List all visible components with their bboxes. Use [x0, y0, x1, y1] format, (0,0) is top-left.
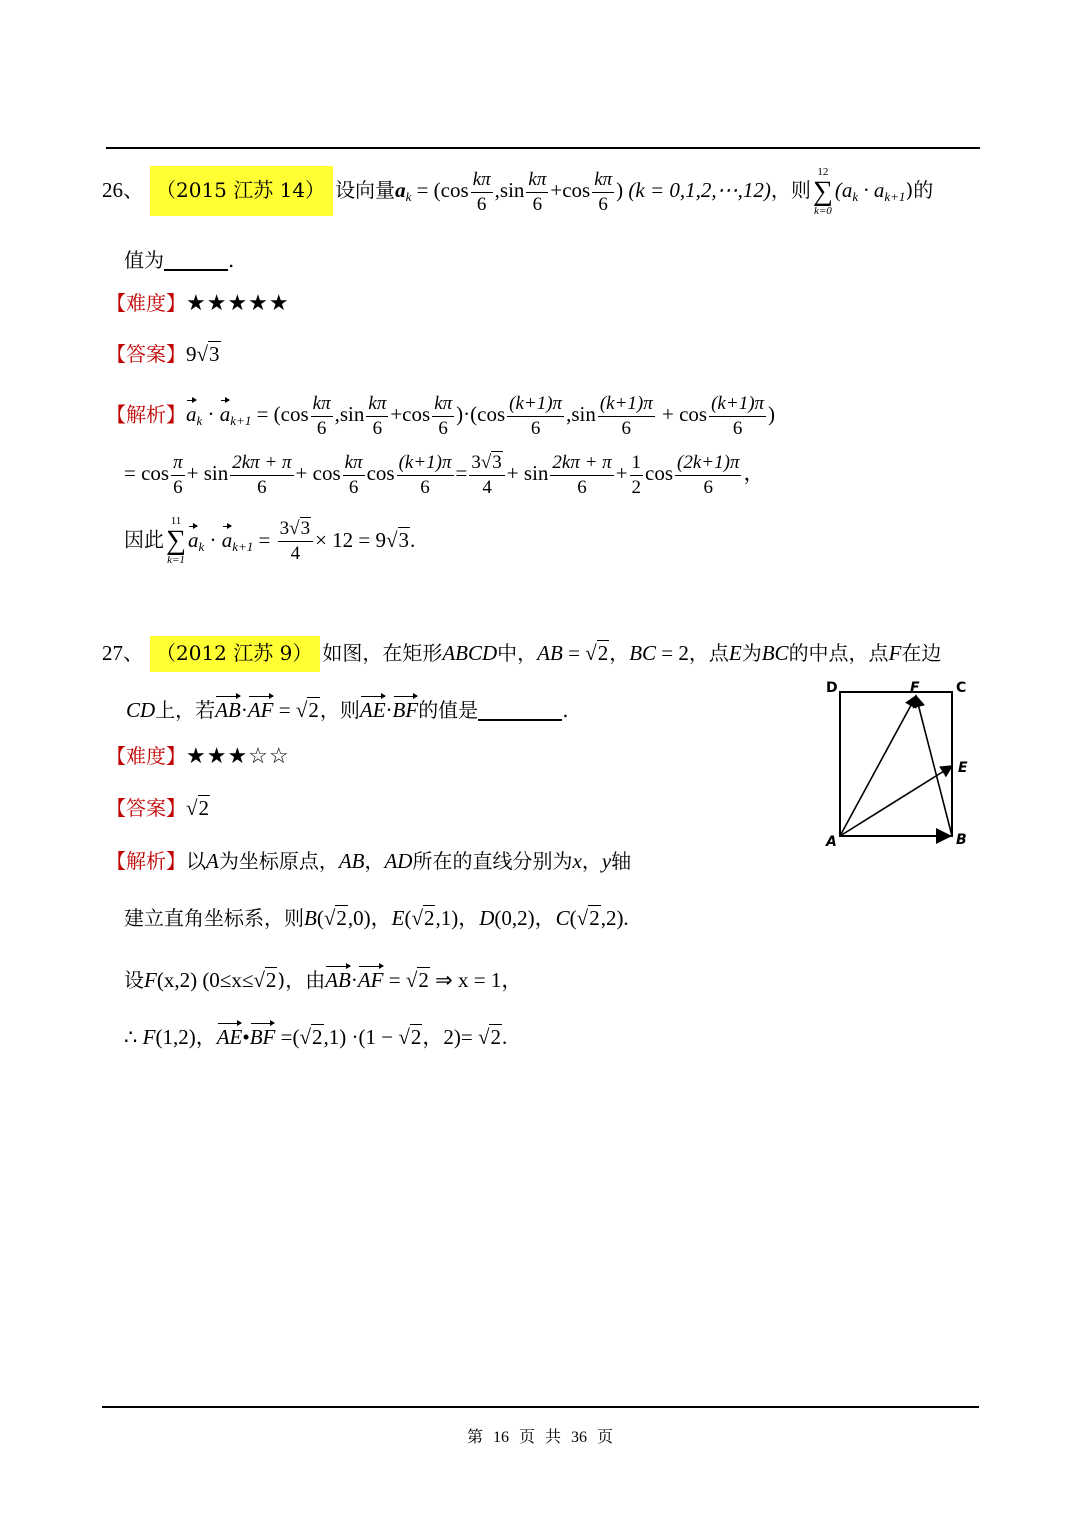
q26-sum-body: (a: [834, 178, 853, 202]
q26-eq: = (cos: [411, 178, 469, 202]
q26-sum: 12 ∑ k=0: [812, 165, 833, 217]
q27-answer-blank: [478, 719, 562, 721]
point-label-c: C: [956, 680, 967, 696]
point-label-d: D: [826, 680, 838, 696]
q26-k-range: (k = 0,1,2,⋯,12): [628, 178, 771, 202]
q26-sin: ,sin: [494, 178, 525, 202]
q27-answer-value: √2: [186, 796, 210, 820]
q26-close: ): [616, 178, 624, 202]
vector-af: [840, 696, 916, 836]
q27-analysis-line2: 建立直角坐标系，则B(√2,0)，E(√2,1)，D(0,2)，C(√2,2).: [124, 906, 629, 930]
header-rule: [106, 147, 980, 149]
q26-stem-line1: 26、 （2015 江苏 14） 设向量$a_k = (\cos$ $\frac{k\pi}{6}$ ,sin $\frac{k\pi}{6}$ +cos $\frac{k\pi}{6}$ ) (k = 0,1,2,⋯,12)，则 12 ∑ k=0 $(a_k \cdot a_{k+1})$的: [102, 165, 934, 217]
rectangle-abcd: [840, 692, 952, 836]
q27-answer-label: 【答案】: [106, 796, 186, 820]
q26-tail: )的: [905, 178, 934, 202]
q26-sum-body2: · a: [858, 178, 885, 202]
q26-sum-sub2: k+1: [884, 189, 906, 204]
q26-analysis-line3: 因此 11 ∑ k=1 $a_k \cdot a_{k+1}$ = $\frac{3√3}{4}$ × 12 = 9√3.: [124, 515, 416, 566]
page-footer: 第 16 页 共 36 页: [466, 1429, 613, 1446]
q26-line2-text: 值为: [124, 248, 164, 272]
point-label-f: F: [910, 680, 920, 696]
q27-source-badge: （2012 江苏 9）: [150, 636, 320, 672]
q26-frac-3: $\frac{k\pi}{6}$: [594, 168, 613, 215]
point-label-e: E: [958, 760, 968, 776]
q26-analysis-line2: = cos $\frac{\pi}{6}$ + sin $\frac{2k\pi + \pi}{6}$ + cos $\frac{k\pi}{6}$ cos $\frac{(k+1)\pi}{6}$ = $\frac{3√3}{4}$ + sin $\frac{2k\pi + \pi}{6}$ + $\frac{1}{2}$ cos $\frac{(2k+1)\pi}{6}$ ，: [124, 452, 765, 498]
q26-stem-line2: [124, 246, 234, 274]
q26-answer-label: 【答案】: [106, 342, 186, 366]
q26-answer-row: [106, 340, 221, 368]
rectangle-diagram: [822, 676, 982, 852]
q27-difficulty-row: [106, 742, 290, 771]
q26-answer-value: 9√3: [186, 342, 220, 366]
q26-then: ，则: [770, 178, 811, 202]
q26-frac-1: $\frac{k\pi}{6}$: [472, 168, 491, 215]
q26-cos: +cos: [550, 178, 591, 202]
q27-stem-line1: 27、 （2012 江苏 9） 如图，在矩形ABCD中，AB = √2，BC = 2，点E为BC的中点，点F在边: [102, 636, 941, 672]
q26-difficulty-label: 【难度】: [106, 291, 186, 315]
q27-analysis-line3: 设F(x,2) (0≤x≤√2)，由AB·AF = √2 ⇒ x = 1，: [124, 962, 522, 994]
q26-analysis-line1: 【解析】$a_k \cdot a_{k+1} = (\cos$ $\frac{k\pi}{6}$ ,sin $\frac{k\pi}{6}$ +cos $\frac{k\pi}{6}$ )·(cos $\frac{(k+1)\pi}{6}$ ,sin $\frac{(k+1)\pi}{6}$ + cos $\frac{(k+1)\pi}{6}$ ): [106, 393, 776, 439]
q26-text: 设向量: [335, 178, 396, 202]
q26-analysis-label: 【解析】: [106, 402, 186, 427]
q27-analysis-line4: ∴ F(1,2)，AE•BF =(√2,1) ·(1 − √2，2)= √2.: [124, 1019, 507, 1051]
vector-ae: [840, 766, 952, 836]
q26-vec-a: a: [395, 178, 406, 202]
q26-end: .: [228, 248, 235, 272]
q26-vec-ak: a: [186, 396, 197, 428]
q27-difficulty-stars: ★★★☆☆: [186, 744, 290, 769]
q26-difficulty-stars: ★★★★★: [186, 291, 290, 316]
q26-answer-blank: [164, 269, 228, 271]
point-label-a: A: [826, 834, 837, 850]
q27-difficulty-label: 【难度】: [106, 744, 186, 768]
q26-frac-2: $\frac{k\pi}{6}$: [528, 168, 547, 215]
q27-analysis-line1: 【解析】以A为坐标原点，AB，AD所在的直线分别为x，y轴: [106, 849, 632, 873]
q27-stem-line2: CD上，若AB·AF = √2，则AE·BF的值是 .: [126, 692, 569, 724]
q26-difficulty-row: [106, 289, 290, 318]
q26-sub-k: k: [405, 189, 412, 204]
q26-number: 26、: [102, 178, 144, 202]
q27-number: 27、: [102, 641, 144, 665]
vector-bf: [916, 696, 952, 836]
q26-source-badge: （2015 江苏 14）: [150, 166, 333, 216]
q27-analysis-label: 【解析】: [106, 849, 186, 873]
q26-vec-ak1: a: [220, 396, 231, 428]
q27-answer-row: [106, 794, 210, 822]
point-label-b: B: [956, 832, 967, 848]
footer-rule: [102, 1406, 979, 1408]
